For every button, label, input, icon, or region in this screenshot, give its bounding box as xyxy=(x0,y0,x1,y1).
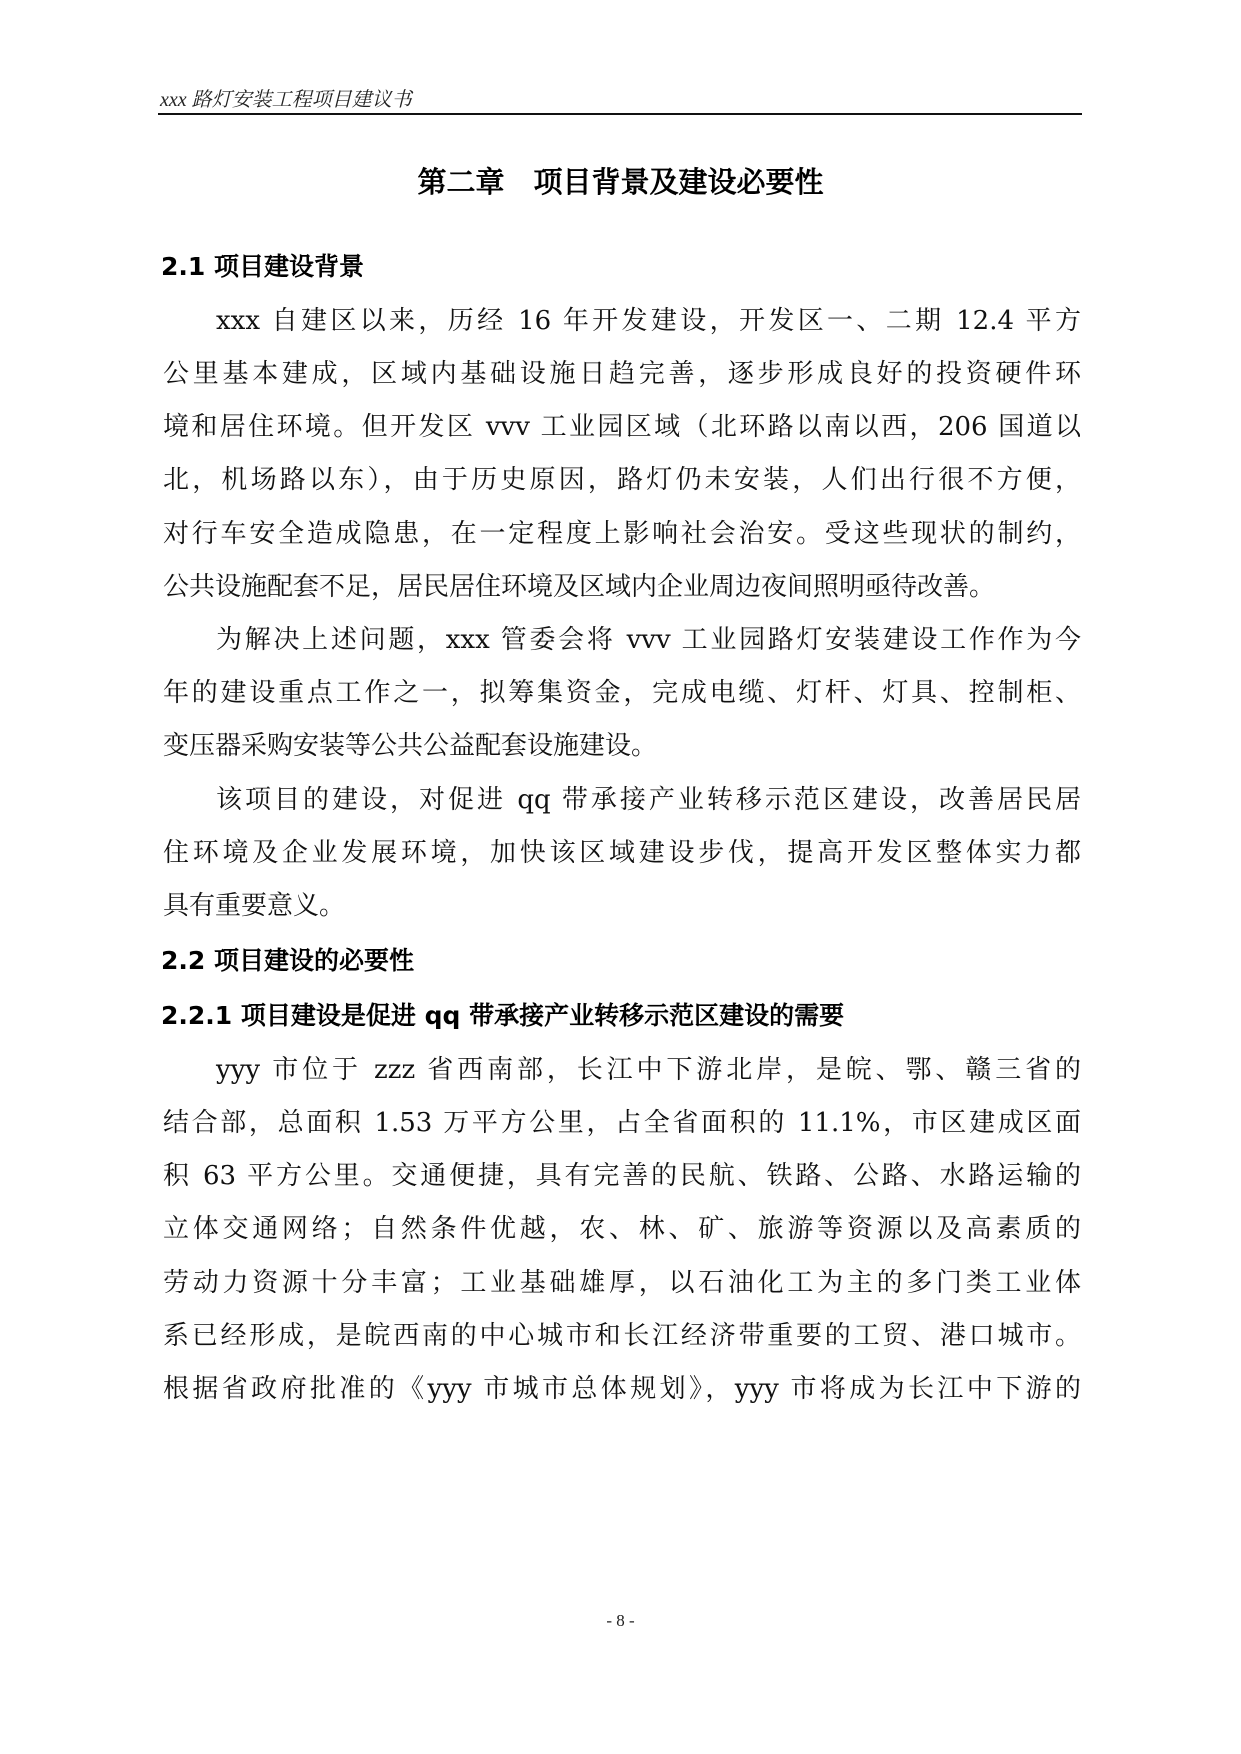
paragraph-line: 为解决上述问题，xxx 管委会将 vvv 工业园路灯安装建设工作作为今 xyxy=(216,625,1081,655)
paragraph-line: xxx 自建区以来，历经 16 年开发建设，开发区一、二期 12.4 平方 xyxy=(216,306,1081,336)
section-heading-2-1: 2.1 项目建设背景 xyxy=(161,252,364,281)
paragraph-line: 立体交通网络；自然条件优越，农、林、矿、旅游等资源以及高素质的 xyxy=(163,1214,1081,1244)
paragraph-line: 结合部，总面积 1.53 万平方公里，占全省面积的 11.1%，市区建成区面 xyxy=(163,1108,1081,1138)
paragraph-line: 境和居住环境。但开发区 vvv 工业园区域（北环路以南以西，206 国道以 xyxy=(163,412,1081,442)
header-rule xyxy=(158,113,1082,115)
paragraph-line: 根据省政府批准的《yyy 市城市总体规划》，yyy 市将成为长江中下游的 xyxy=(163,1374,1081,1404)
paragraph-line: 变压器采购安装等公共公益配套设施建设。 xyxy=(163,731,658,761)
paragraph-line: 该项目的建设，对促进 qq 带承接产业转移示范区建设，改善居民居 xyxy=(216,785,1081,815)
paragraph-line: 公里基本建成，区域内基础设施日趋完善，逐步形成良好的投资硬件环 xyxy=(163,359,1081,389)
section-heading-2-2: 2.2 项目建设的必要性 xyxy=(161,946,414,975)
paragraph-line: yyy 市位于 zzz 省西南部，长江中下游北岸，是皖、鄂、赣三省的 xyxy=(216,1055,1081,1085)
running-header: xxx 路灯安装工程项目建议书 xyxy=(160,89,412,111)
paragraph-line: 年的建设重点工作之一，拟筹集资金，完成电缆、灯杆、灯具、控制柜、 xyxy=(163,678,1081,708)
paragraph-line: 积 63 平方公里。交通便捷，具有完善的民航、铁路、公路、水路运输的 xyxy=(163,1161,1081,1191)
paragraph-line: 劳动力资源十分丰富；工业基础雄厚，以石油化工为主的多门类工业体 xyxy=(163,1268,1081,1298)
paragraph-line: 公共设施配套不足，居民居住环境及区域内企业周边夜间照明亟待改善。 xyxy=(163,572,996,602)
paragraph-line: 北，机场路以东），由于历史原因，路灯仍未安装，人们出行很不方便， xyxy=(163,465,1081,495)
paragraph-line: 系已经形成，是皖西南的中心城市和长江经济带重要的工贸、港口城市。 xyxy=(163,1321,1081,1351)
paragraph-line: 对行车安全造成隐患，在一定程度上影响社会治安。受这些现状的制约， xyxy=(163,519,1081,549)
paragraph-line: 住环境及企业发展环境，加快该区域建设步伐，提高开发区整体实力都 xyxy=(163,838,1081,868)
section-heading-2-2-1: 2.2.1 项目建设是促进 qq 带承接产业转移示范区建设的需要 xyxy=(161,1001,845,1030)
paragraph-line: 具有重要意义。 xyxy=(163,891,346,921)
page-number: - 8 - xyxy=(606,1611,635,1630)
chapter-title: 第二章 项目背景及建设必要性 xyxy=(417,165,824,199)
